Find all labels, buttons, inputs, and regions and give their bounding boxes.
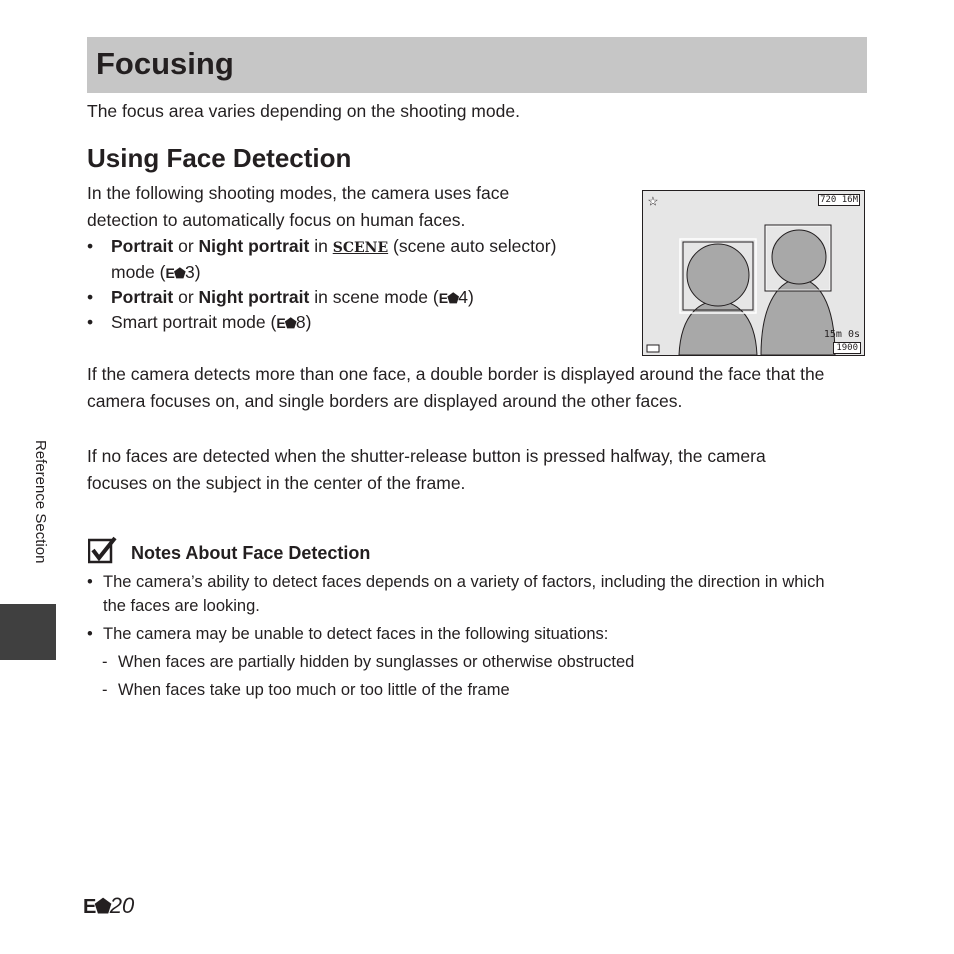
reference-section-icon: E⬟	[165, 265, 185, 281]
no-face-text: If no faces are detected when the shutter-release button is pressed halfway, the camera focuses on the subject in the center of the frame.	[87, 446, 766, 493]
section-tab	[0, 604, 56, 660]
sub-item: - When faces take up too much or too little of the frame	[102, 681, 510, 699]
side-section-label: Reference Section	[32, 440, 49, 564]
lead-text: In the following shooting modes, the camera uses face detection to automatically focus on human faces.	[87, 183, 510, 230]
exposure-count: 1900	[833, 342, 861, 354]
scene-auto-icon: SCENE	[332, 240, 389, 256]
image-size-indicator: 720 16M	[820, 195, 858, 205]
battery-icon	[647, 345, 659, 352]
section-heading: Using Face Detection	[87, 143, 352, 173]
page-number: E⬟20	[83, 891, 134, 922]
recording-time: 15m 0s	[823, 329, 860, 340]
double-border-text: If the camera detects more than one face, a double border is displayed around the face that the camera focuses on, and single borders are displayed around the other faces.	[87, 364, 825, 411]
mode-list	[87, 234, 587, 335]
list-item: • Portrait or Night portrait in SCENE (scene auto selector) mode (E⬟3)	[87, 234, 587, 285]
reference-section-icon: E⬟	[438, 290, 459, 306]
list-item: • Portrait or Night portrait in scene mode (E⬟4)	[87, 285, 587, 310]
smart-portrait-icon: ★	[648, 195, 658, 208]
sub-item: - When faces are partially hidden by sunglasses or otherwise obstructed	[102, 653, 635, 671]
checkmark-note-icon	[88, 536, 118, 566]
reference-section-icon: E⬟	[83, 896, 110, 918]
intro-text: The focus area varies depending on the shooting mode.	[87, 101, 520, 121]
list-item: • The camera’s ability to detect faces depends on a variety of factors, including the direction in which the faces are looking.	[87, 573, 825, 615]
title-bar	[87, 37, 867, 93]
reference-section-icon: E⬟	[276, 315, 296, 331]
list-item: • Smart portrait mode (E⬟8)	[87, 310, 587, 335]
page-title: Focusing	[96, 46, 234, 81]
list-item: • The camera may be unable to detect faces in the following situations:	[87, 625, 609, 643]
notes-list	[87, 570, 847, 650]
notes-heading: Notes About Face Detection	[131, 543, 371, 563]
camera-monitor-illustration	[642, 190, 865, 356]
